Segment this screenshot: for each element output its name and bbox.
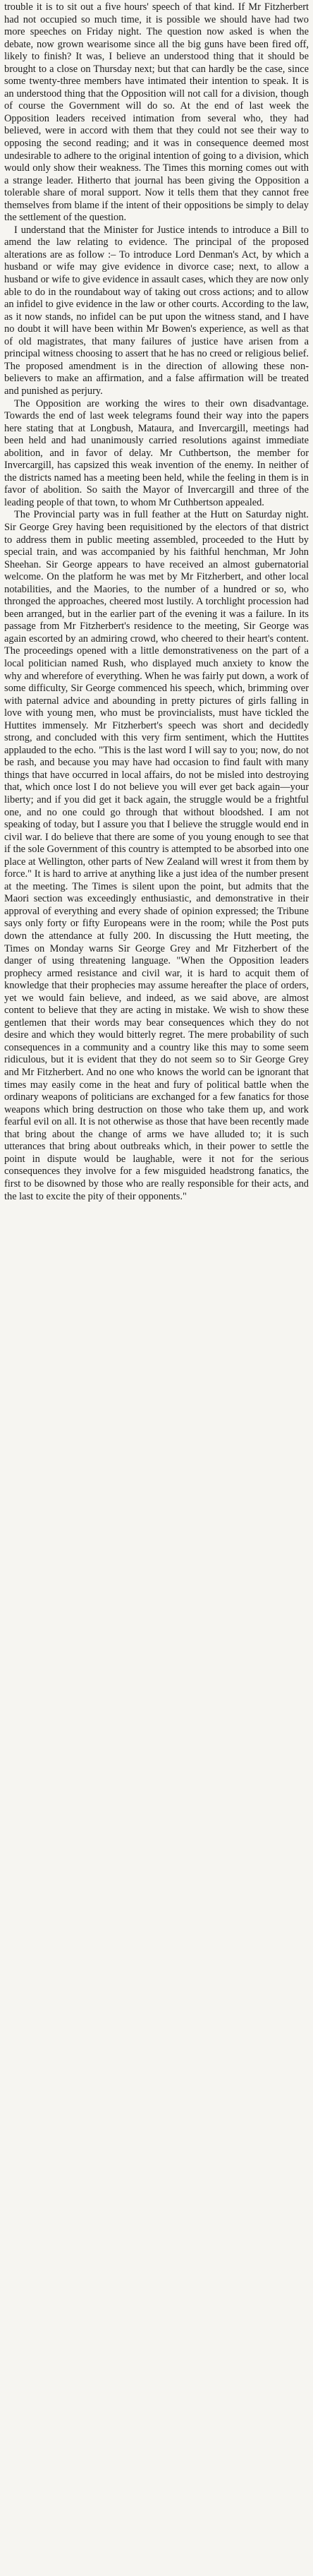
paragraph-evidence-bill: I understand that the Minister for Justice intends to introduce a Bill to amend the law relating to evidence. The principal of the proposed alterations are as follow :– To introduce Lord Denman's Act, by which a husband or wife may give evidence in divorce case; next, to allow a husband or wife to give evidence in assault cases, which they are now only able to do in the roundabout way of taking out cross actions; and to allow an infidel to give evidence in the law or other courts. According to the law, as it now stands, no infidel can be put upon the witness stand, and I have no doubt it will have been within Mr Bowen's experience, as well as that of old magistrates, that many failures of justice have arisen from a principal witness choosing to assert that he has no creed or religious belief. The proposed amendment is in the direction of allowing these non-believers to make an affirmation, and a false affirmation will be treated and punished as perjury. <box>4 224 309 397</box>
paragraph-hutt-meeting: The Provincial party was in full feather at the Hutt on Saturday night. Sir George Grey having been requisitioned by the electors of that district to address them in public meeting assembled, proceeded to the Hutt by special train, and was accompanied by his faithful henchman, Mr John Sheehan. Sir George appears to have received an almost gubernatorial welcome. On the platform he was met by Mr Fitzherbert, and other local notabilities, and the Maories, to the number of a hundred or so, who thronged the approaches, cheered most lustily. A torchlight procession had been arranged, but in the earlier part of the evening it was a failure. In its passage from Mr Fitzherbert's residence to the meeting, Sir George was again escorted by an admiring crowd, who cheered to their heart's content. The proceedings opened with a little demonstrativeness on the part of a local politician named Rush, who displayed much anxiety to know the why and wherefore of everything. When he was fairly put down, a work of some difficulty, Sir George commenced his speech, which, brimming over with paternal advice and abounding in pretty pictures of girls falling in love with young men, who must be provincialists, must have tickled the Huttites immensely. Mr Fitzherbert's speech was short and decidedly strong, and concluded with this very firm sentiment, which the Huttites applauded to the echo. "This is the last word I will say to you; now, do not be rash, and because you may have had occasion to find fault with many things that have occurred in local affairs, do not be misled into destroying that, which once lost I do not believe you will ever get back again—your liberty; and if you did get it back again, the struggle would be a frightful one, and no one could go through that without bloodshed. I am not speaking of today, but I assure you that I believe the struggle would end in civil war. I do believe that there are some of you young enough to see that if the sole Government of this country is attempted to be absorbed into one place at Wellington, other parts of New Zealand will wrest it from them by force." It is hard to arrive at anything like a just idea of the number present at the meeting. The Times is silent upon the point, but admits that the Maori section was exceedingly enthusiastic, and demonstrative in their approval of everything and every shade of opinion expressed; the Tribune says only forty or fifty Europeans were in the room; while the Post puts down the attendance at fully 200. In discussing the Hutt meeting, the Times on Monday warns Sir George Grey and Mr Fitzherbert of the danger of using threatening language. "When the Opposition leaders prophecy armed resistance and civil war, it is hard to acquit them of knowledge that their prophecies may assume hereafter the place of orders, yet we would fain believe, and indeed, as we said above, are almost content to believe that they are acting in mistake. We wish to show these gentlemen that their words may bear consequences which they do not desire and which they would bitterly regret. The mere probability of such consequences in a community and a country like this may to some seem ridiculous, but it is evident that they do not seem so to Sir George Grey and Mr Fitzherbert. And no one who knows the world can be ignorant that times may easily come in the heat and fury of political battle when the ordinary weapons of politicians are exchanged for a few fanatics for those weapons which bring destruction on those who take them up, and work fearful evil on all. It is not otherwise as those that have been recently made that bring about the change of arms we have alluded to; it is such utterances that bring about outbreaks which, in their power to settle the point in dispute would be laughable, were it not for the serious consequences they involve for a few misguided headstrong fanatics, the first to be disowned by those who are really responsible for their acts, and the last to excite the pity of their opponents." <box>4 509 309 1202</box>
article-column <box>4 1 309 1203</box>
paragraph-opposition-telegrams: The Opposition are working the wires to their own disadvantage. Towards the end of last week telegrams found their way into the papers here stating that at Longbush, Mataura, and Invercargill, meetings had been held and had unanimously carried resolutions against immediate abolition, and in favor of delay. Mr Cuthbertson, the member for Invercargill, has capsized this weak invention of the enemy. In neither of the districts named has a meeting been held, while the feeling in them is in favor of abolition. So saith the Mayor of Invercargill and three of the leading people of that town, to whom Mr Cuthbertson appealed. <box>4 397 309 508</box>
paragraph-debate: trouble it is to sit out a five hours' speech of that kind. If Mr Fitzherbert had not occupied so much time, it is possible we should have had two more speeches on Friday night. The question now asked is when the debate, now grown wearisome since all the big guns have been fired off, likely to finish? It was, I believe an understood thing that it should be brought to a close on Thursday next; but that can hardly be the case, since some twenty-three members have intimated their intention to speak. It is an understood thing that the Opposition will not call for a division, though of course the Government will do so. At the end of last week the Opposition leaders received intimation from several who, they had believed, were in accord with them that they could not see their way to opposing the second reading; and it was in consequence deemed most undesirable to adhere to the original intention of going to a division, which would only show their weakness. The Times this morning comes out with a strange leader. Hitherto that journal has been giving the Opposition a tolerable share of moral support. Now it tells them that they cannot free themselves from blame if the intent of their oppositions be simply to delay the settlement of the question. <box>4 1 309 224</box>
